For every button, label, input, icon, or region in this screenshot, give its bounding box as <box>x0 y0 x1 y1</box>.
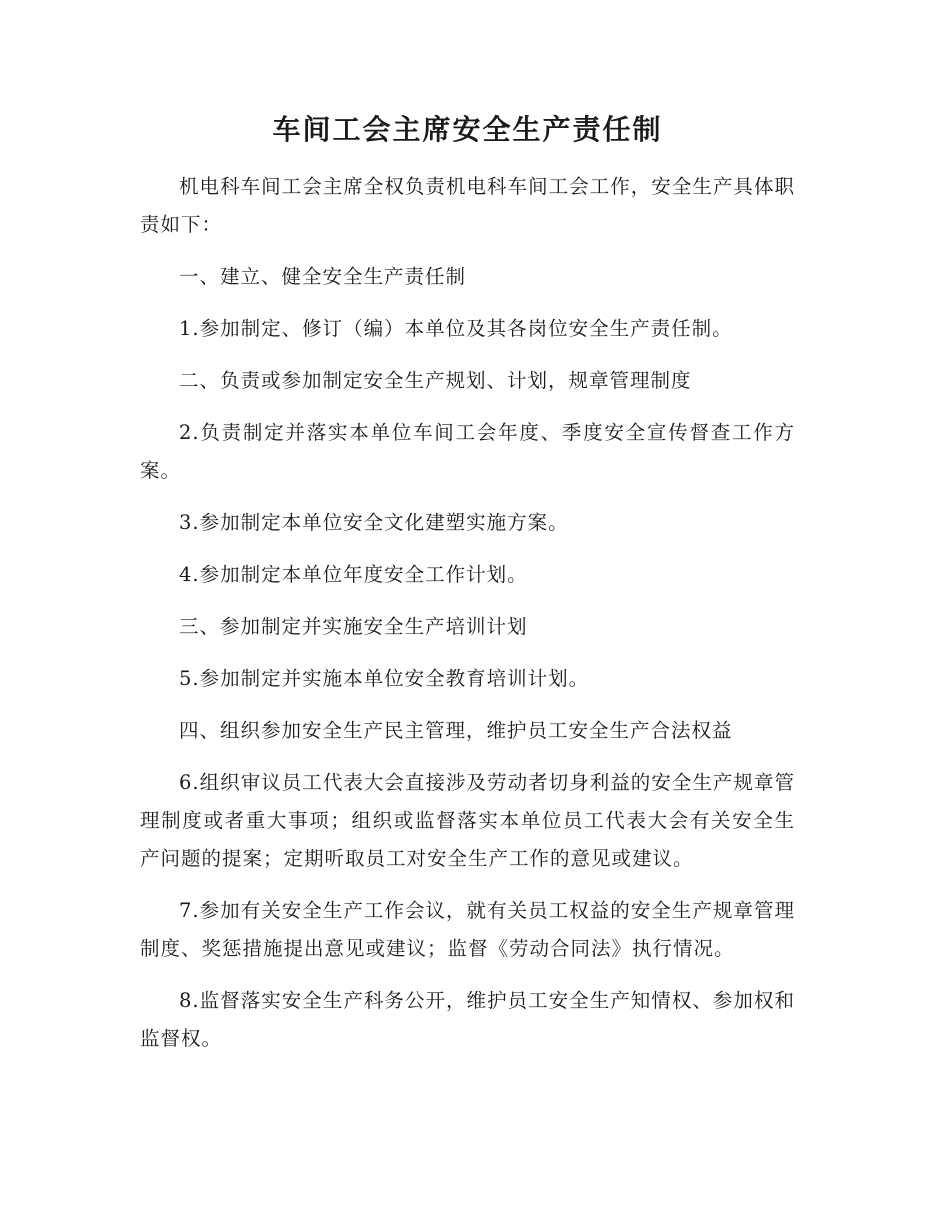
document-title: 车间工会主席安全生产责任制 <box>272 113 663 146</box>
item-8: 8.监督落实安全生产科务公开，维护员工安全生产知情权、参加权和监督权。 <box>140 989 795 1050</box>
item-4: 4.参加制定本单位年度安全工作计划。 <box>179 563 528 586</box>
intro-paragraph: 机电科车间工会主席全权负责机电科车间工会工作，安全生产具体职责如下： <box>140 175 795 236</box>
item-1: 1.参加制定、修订（编）本单位及其各岗位安全生产责任制。 <box>179 317 733 340</box>
item-3: 3.参加制定本单位安全文化建塑实施方案。 <box>179 511 569 534</box>
section-heading-3: 三、参加制定并实施安全生产培训计划 <box>179 615 528 638</box>
item-6: 6.组织审议员工代表大会直接涉及劳动者切身利益的安全生产规章管理制度或者重大事项；组织或监督落实本单位员工代表大会有关安全生产问题的提案；定期听取员工对安全生产工作的意见或建议。 <box>140 771 795 870</box>
item-7: 7.参加有关安全生产工作会议，就有关员工权益的安全生产规章管理制度、奖惩措施提出意见或建议；监督《劳动合同法》执行情况。 <box>140 899 795 960</box>
section-heading-4: 四、组织参加安全生产民主管理，维护员工安全生产合法权益 <box>179 719 733 742</box>
item-5: 5.参加制定并实施本单位安全教育培训计划。 <box>179 667 590 690</box>
section-heading-1: 一、建立、健全安全生产责任制 <box>179 265 467 288</box>
document-page <box>140 108 795 1072</box>
section-heading-2: 二、负责或参加制定安全生产规划、计划，规章管理制度 <box>179 369 692 392</box>
item-2: 2.负责制定并落实本单位车间工会年度、季度安全宣传督查工作方案。 <box>140 421 795 482</box>
